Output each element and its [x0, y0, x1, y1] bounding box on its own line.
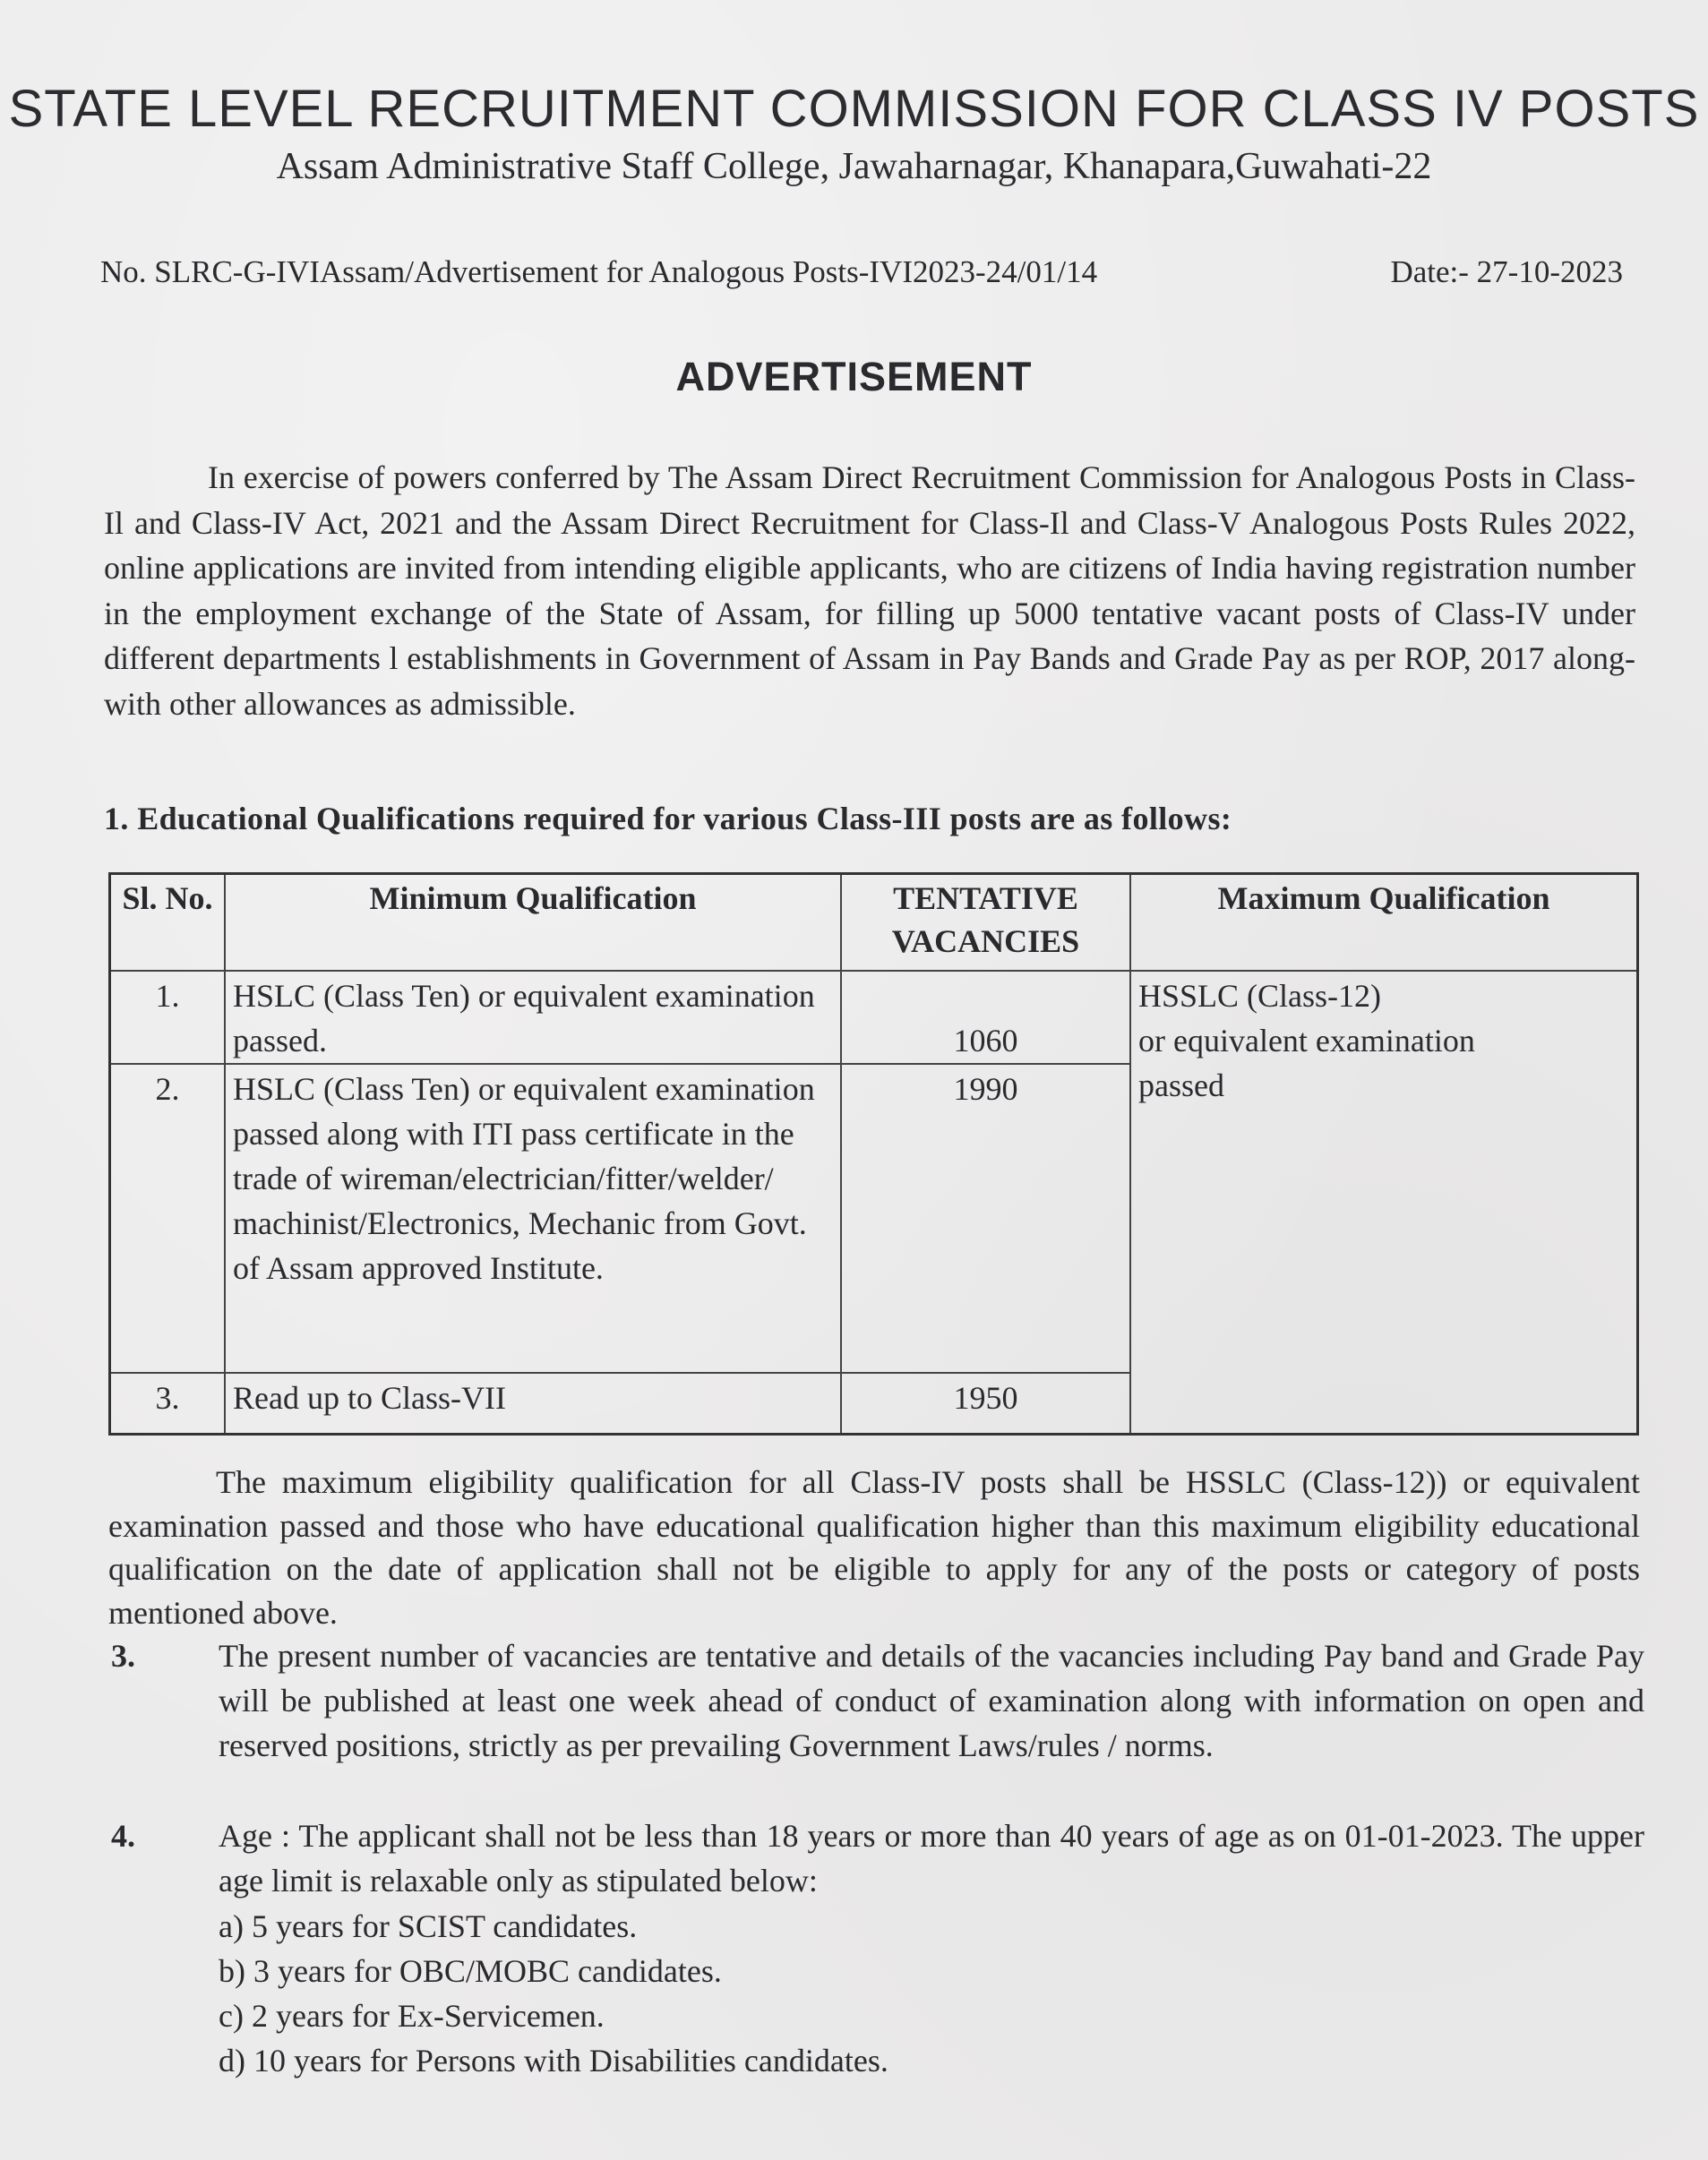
row-3-sl: 3. — [110, 1373, 226, 1434]
table-header-row — [110, 874, 1638, 972]
clause-4-number: 4. — [111, 1818, 135, 1854]
row-1-vacancies: 1060 — [841, 971, 1130, 1064]
list-item: d) 10 years for Persons with Disabilities candidates. — [219, 2043, 888, 2079]
reference-line — [100, 254, 1623, 290]
maximum-qualification-line-1: HSSLC (Class-12) — [1138, 978, 1382, 1014]
age-relaxation-list — [219, 1904, 888, 2083]
header-sl-no: Sl. No. — [110, 874, 226, 972]
max-eligibility-paragraph: The maximum eligibility qualification for all Class-IV posts shall be HSSLC (Class-12)) or equivalent examination passed and those who have educational qualification higher than this maximum eligibility educational qualification on the date of application shall not be eligible to apply for any of the posts or category of posts mentioned above. — [108, 1464, 1640, 1631]
advertisement-heading: ADVERTISEMENT — [675, 354, 1033, 399]
clause-4-body — [219, 1813, 1644, 1903]
header-minimum-qualification: Minimum Qualification — [225, 874, 841, 972]
maximum-qualification-cell — [1130, 971, 1638, 1434]
qualification-table — [108, 872, 1639, 1436]
row-2-vacancies: 1990 — [841, 1064, 1130, 1373]
clause-4-label: Age : — [219, 1818, 291, 1854]
header-maximum-qualification: Maximum Qualification — [1130, 874, 1638, 972]
reference-date: Date:- 27-10-2023 — [1390, 254, 1623, 289]
row-2-min-qualification: HSLC (Class Ten) or equivalent examination passed along with ITI pass certificate in the trade of wireman/electrician/fitter/welder/ machinist/Electronics, Mechanic from Govt. of Assam approved Institute. — [225, 1064, 841, 1373]
section-1-heading: 1. Educational Qualifications required for various Class-III posts are as follows: — [104, 801, 1232, 836]
maximum-qualification-text — [1138, 973, 1629, 1161]
row-3-min-qualification: Read up to Class-VII — [225, 1373, 841, 1434]
list-item: b) 3 years for OBC/MOBC candidates. — [219, 1953, 722, 1989]
list-item: a) 5 years for SCIST candidates. — [219, 1908, 638, 1944]
clause-4 — [111, 1813, 1644, 1912]
clause-3 — [111, 1633, 1644, 1821]
clause-4-text: The applicant shall not be less than 18 years or more than 40 years of age as on 01-01-2023. The upper age limit is relaxable only as stipulated below: — [219, 1818, 1644, 1899]
clause-3-text: The present number of vacancies are tentative and details of the vacancies including Pay band and Grade Pay will be published at least one week ahead of conduct of examination along with information on open and reserved positions, strictly as per prevailing Government Laws/rules / norms. — [219, 1638, 1644, 1763]
commission-title: STATE LEVEL RECRUITMENT COMMISSION FOR CLASS IV POSTS — [8, 80, 1700, 138]
maximum-qualification-line-2: or equivalent examination — [1138, 1023, 1475, 1059]
row-1-min-qualification: HSLC (Class Ten) or equivalent examination passed. — [225, 971, 841, 1064]
intro-paragraph: In exercise of powers conferred by The Assam Direct Recruitment Commission for Analogous Posts in Class-Il and Class-IV Act, 2021 and the Assam Direct Recruitment for Class-Il and Class-V Analogous Posts Rules 2022, online applications are invited from intending eligible applicants, who are citizens of India having registration number in the employment exchange of the State of Assam, for filling up 5000 tentative vacant posts of Class-IV under different departments l establishments in Government of Assam in Pay Bands and Grade Pay as per ROP, 2017 along-with other allowances as admissible. — [104, 459, 1635, 722]
list-item: c) 2 years for Ex-Servicemen. — [219, 1998, 605, 2034]
commission-address: Assam Administrative Staff College, Jawaharnagar, Khanapara,Guwahati-22 — [276, 146, 1432, 187]
row-2-sl: 2. — [110, 1064, 226, 1373]
row-3-vacancies: 1950 — [841, 1373, 1130, 1434]
maximum-qualification-line-3: passed — [1138, 1067, 1224, 1103]
reference-number: No. SLRC-G-IVIAssam/Advertisement for Analogous Posts-IVI2023-24/01/14 — [100, 254, 1098, 289]
table-row — [110, 971, 1638, 1064]
clause-3-number: 3. — [111, 1638, 135, 1674]
row-1-sl: 1. — [110, 971, 226, 1064]
header-tentative-vacancies: TENTATIVE VACANCIES — [841, 874, 1130, 972]
